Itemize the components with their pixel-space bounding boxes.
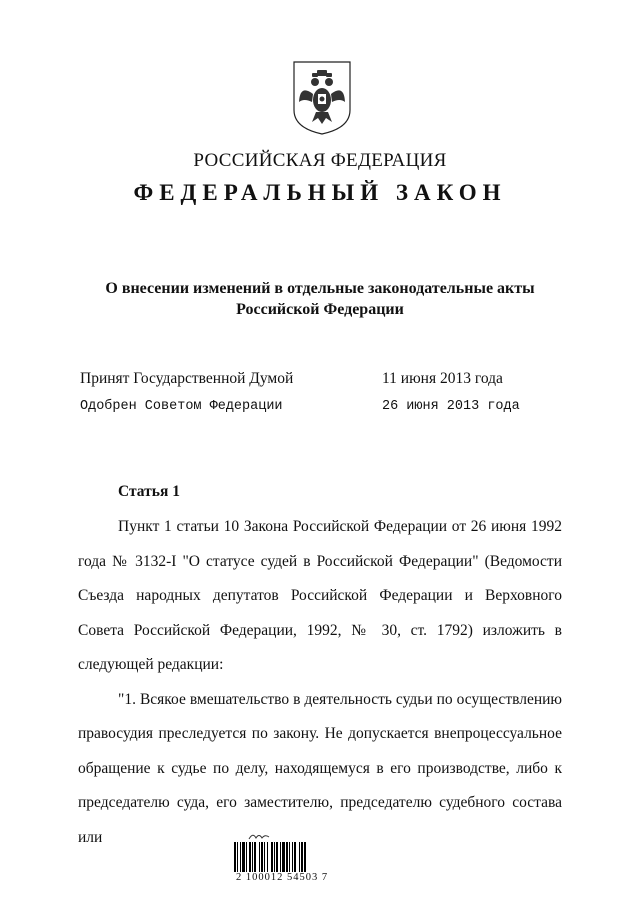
article-paragraph: Пункт 1 статьи 10 Закона Российской Федерации от 26 июня 1992 года № 3132-I "О статусе судей в Российской Федерации" (Ведомости Съезда народных депутатов Российской Федерации и Верховного Совета Российской Федерации, 1992, № 30, ст. 1792) изложить в следующей редакции: xyxy=(78,518,562,673)
adopted-by-duma-date: 11 июня 2013 года xyxy=(382,370,503,387)
article-heading: Статья 1 xyxy=(118,483,180,500)
country-heading: РОССИЙСКАЯ ФЕДЕРАЦИЯ xyxy=(193,150,447,171)
law-title-line: Российской Федерации xyxy=(236,301,404,318)
article-body xyxy=(78,510,562,855)
coat-of-arms-icon xyxy=(290,58,354,136)
article-paragraph: "1. Всякое вмешательство в деятельность судьи по осуществлению правосудия преследуется по закону. Не допускается внепроцессуальное обращение к судье по делу, находящемуся в его производстве, либо к председателю суда, его заместителю, председателю судебного состава или xyxy=(78,690,562,846)
adopted-by-duma-label: Принят Государственной Думой xyxy=(80,370,294,387)
law-title xyxy=(60,278,580,320)
document-type-heading: ФЕДЕРАЛЬНЫЙ ЗАКОН xyxy=(133,180,507,205)
approved-by-council-label: Одобрен Советом Федерации xyxy=(80,399,283,414)
approved-by-council-date: 26 июня 2013 года xyxy=(382,399,520,414)
barcode-number: 2 100012 54503 7 xyxy=(236,872,329,883)
law-title-line: О внесении изменений в отдельные законодательные акты xyxy=(105,280,535,297)
